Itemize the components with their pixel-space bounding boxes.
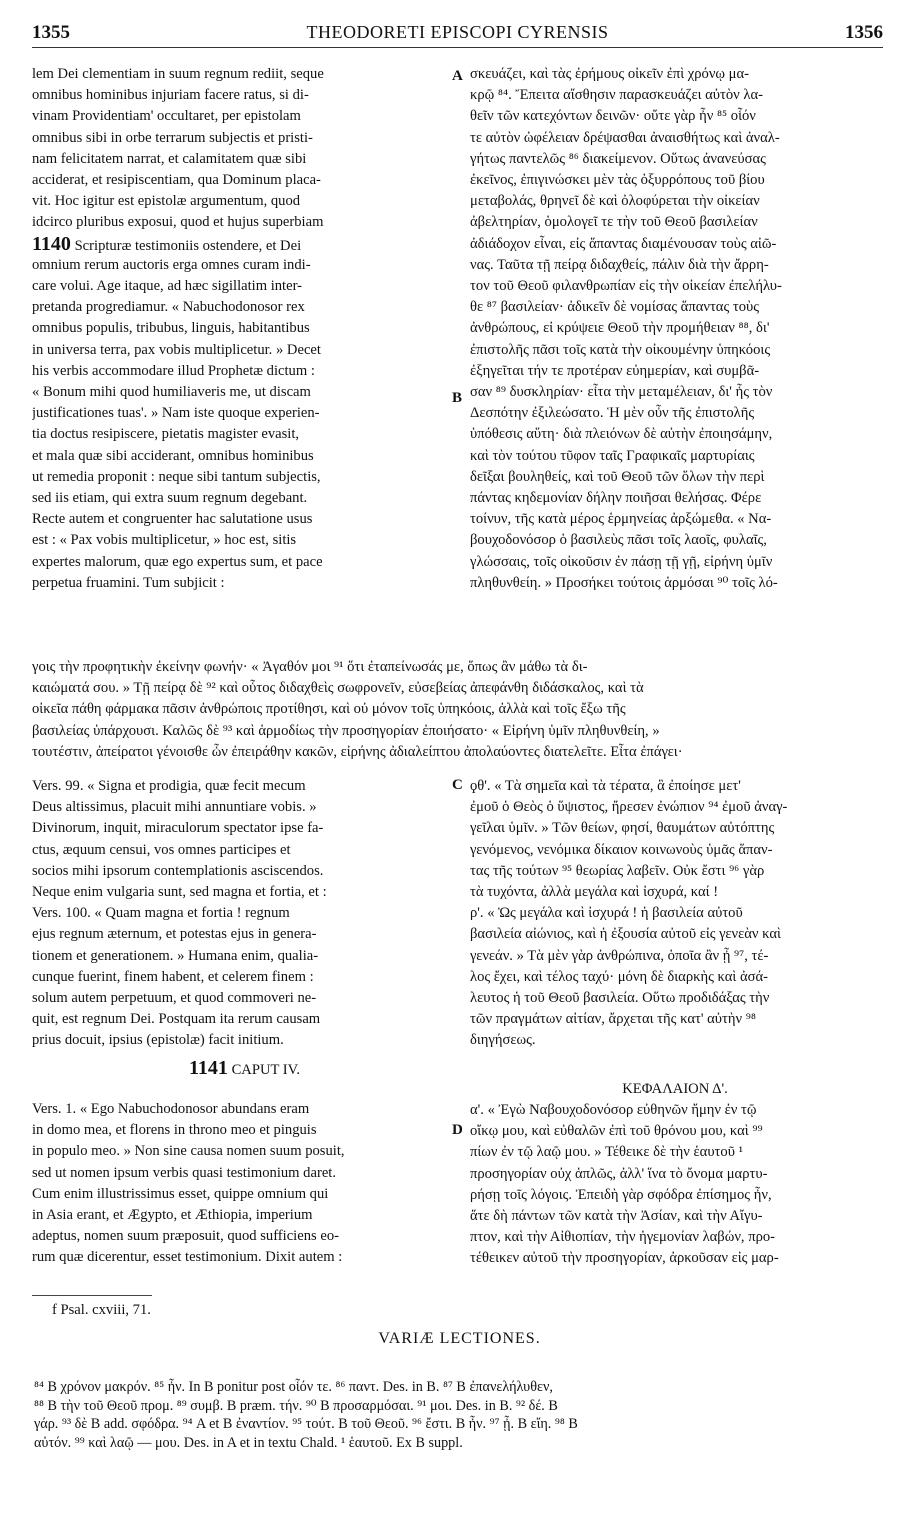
page-number-right: 1356	[845, 22, 883, 43]
text-line: οἴκῳ μου, καὶ εὐθαλῶν ἐπὶ τοῦ θρόνου μου, καὶ ⁹⁹	[470, 1123, 763, 1140]
text-line: βουχοδονόσορ ὁ βασιλεὺς πᾶσι τοῖς λαοῖς, φυλαῖς,	[470, 532, 767, 549]
text-line: his verbis accommodare illud Prophetæ dictum :	[32, 362, 315, 379]
full-width-block	[32, 657, 880, 763]
text-line: βασιλεία αἰώνιος, καὶ ἡ ἐξουσία αὐτοῦ εἰς γενεὰν καὶ	[470, 926, 781, 943]
text-line: ἐξηγεῖται τήν τε προτέραν εὐημερίαν, καὶ συμβᾶ-	[470, 362, 760, 379]
variae-lectiones	[34, 1378, 884, 1452]
text-line: τὰ τυχόντα, ἀλλὰ μεγάλα καὶ ἰσχυρά, καί !	[470, 884, 719, 901]
text-line: οἰκεῖα πάθη φάρμακα πᾶσιν ἀνθρώποις προτίθησι, καὶ οὐ μόνον τοῖς ὑπηκόοις, ἀλλὰ καὶ τοῖς ἔξω τῆς	[32, 701, 626, 718]
text-line: ἐκεῖνος, ἐπιγινώσκει μὲν τὰς ὀξυρρόπους τοῦ βίου	[470, 172, 765, 189]
text-line: acciderat, et resipiscentiam, qua Dominum placa-	[32, 172, 321, 189]
text-line: tionem et generationem. » Humana enim, qualia-	[32, 947, 319, 964]
text-line: tia doctus resipiscere, pietatis magister evasit,	[32, 426, 300, 443]
text-line: omnium rerum auctoris erga omnes curam indi-	[32, 256, 311, 273]
text-line: vit. Hoc igitur est epistolæ argumentum, quod	[32, 193, 301, 210]
text-line: γλώσσαις, τοῖς οἰκοῦσιν ἐν πάσῃ τῇ γῇ, εἰρήνη ὑμῖν	[470, 553, 773, 570]
text-line: σαν ⁸⁹ δυσκληρίαν· εἶτα τὴν μεταμέλειαν, δι' ἧς τὸν	[470, 384, 773, 401]
text-line: expertes malorum, quæ ego expertus sum, et pace	[32, 553, 323, 570]
text-line: θεῖν τῶν κατεχόντων δεινῶν· οὔτε γὰρ ἦν ⁸⁵ οἷόν	[470, 108, 756, 125]
text-line: σκευάζει, καὶ τὰς ἐρήμους οἰκεῖν ἐπὶ χρόνῳ μα-	[470, 66, 750, 82]
text-line: πληθυνθείη. » Προσήκει τούτοις ἁρμόσαι ⁹⁰ τοῖς λό-	[470, 574, 778, 591]
column-number-1140: 1140	[32, 233, 71, 255]
column-number-1141: 1141	[189, 1057, 228, 1079]
text-line: λευτος ἡ τοῦ Θεοῦ βασιλεία. Οὕτω προδιδάξας τὴν	[470, 990, 770, 1007]
text-line: quit, est regnum Dei. Postquam ita rerum causam	[32, 1011, 321, 1028]
variae-lectiones-title: VARIÆ LECTIONES.	[378, 1330, 541, 1347]
text-line: ἀβελτηρίαν, ὁμολογεῖ τε τὴν τοῦ Θεοῦ βασιλείαν	[470, 214, 758, 231]
text-line: Deus altissimus, placuit mihi annuntiare vobis. »	[32, 799, 317, 816]
text-line: ρήσῃ τοῖς λόγοις. Ἐπειδὴ γὰρ σφόδρα ἐπίσημος ἦν,	[470, 1186, 772, 1203]
text-line: sed ut nomen ipsum verbis quasi testimonium daret.	[32, 1164, 336, 1181]
text-line: in populo meo. » Non sine causa nomen suum posuit,	[32, 1143, 345, 1160]
text-line: πάντας κηδεμονίαν δήλην ποιῆσαι θελήσας. Φέρε	[470, 490, 762, 507]
text-line: θε ⁸⁷ βασιλείαν· ἀδικεῖν δὲ νομίσας ἅπαντας τοὺς	[470, 299, 760, 316]
text-line: solum autem perpetuum, et quod commoveri ne-	[32, 990, 317, 1007]
right-column-block-4	[470, 1100, 880, 1270]
text-line: τουτέστιν, ἀπείρατοι γένοισθε ὧν ἐπειράθην κακῶν, εἰρήνης ἀδιαλείπτου ἀπολαύοντες διατελεῖτε. Εἶτα ἐπάγει·	[32, 743, 683, 760]
running-title: THEODORETI EPISCOPI CYRENSIS	[306, 22, 609, 42]
text-line: est : « Pax vobis multiplicetur, » hoc est, sitis	[32, 532, 297, 549]
text-line: idcirco pluribus exposui, quod et hujus superbiam	[32, 214, 324, 231]
text-line: αὐτόν. ⁹⁹ καὶ λαῷ — μου. Des. in A et in textu Chald. ¹ ἑαυτοῦ. Ex B suppl.	[34, 1434, 463, 1451]
text-line: prius docuit, ipsius (epistolæ) facit initium.	[32, 1032, 284, 1049]
text-line: δεῖξαι βουληθείς, καὶ τοῦ Θεοῦ τῶν ὅλων τὴν περὶ	[470, 468, 765, 485]
text-line: sed iis etiam, qui extra suum regnum degebant.	[32, 490, 308, 507]
text-line: Scripturæ testimoniis ostendere, et Dei	[74, 237, 302, 254]
text-line: καιώματά σου. » Τῇ πείρᾳ δὲ ⁹² καὶ οὗτος διδαχθεὶς σωφρονεῖν, εὐσεβείας ἀπεφάνθη διδάσκαλος, καὶ τὰ	[32, 680, 644, 697]
text-line: τας τῆς τούτων ⁹⁵ θεωρίας λαβεῖν. Οὐκ ἔστι ⁹⁶ γὰρ	[470, 862, 765, 879]
text-line: πτον, καὶ τὴν Αἰθιοπίαν, τὴν ἡγεμονίαν λαβών, προ-	[470, 1229, 776, 1246]
text-line: in domo mea, et florens in throno meo et pinguis	[32, 1122, 317, 1139]
margin-marker-a: A	[452, 68, 463, 84]
text-line: ctus, æquum censui, vos omnes participes et	[32, 841, 291, 858]
text-line: γοις τὴν προφητικὴν ἐκείνην φωνήν· « Ἀγαθόν μοι ⁹¹ ὅτι ἐταπείνωσάς με, ὅπως ἂν μάθω τὰ δι-	[32, 659, 588, 675]
page-number-left: 1355	[32, 22, 70, 43]
margin-marker-b: B	[452, 390, 463, 406]
text-line: in Asia erant, et Ægypto, et Æthiopia, imperium	[32, 1207, 313, 1224]
left-column-block-4	[32, 1099, 457, 1269]
text-line: Vers. 1. « Ego Nabuchodonosor abundans eram	[32, 1101, 310, 1117]
text-line: nam felicitatem narrat, et calamitatem quæ sibi	[32, 150, 307, 167]
text-line: ἐπιστολῆς πᾶσι τοῖς κατὰ τὴν οἰκουμένην ὑπηκόοις	[470, 341, 771, 358]
footnote-rule	[32, 1295, 152, 1296]
text-line: Vers. 100. « Quam magna et fortia ! regnum	[32, 905, 290, 922]
text-line: ἐμοῦ ὁ Θεὸς ὁ ὕψιστος, ἤρεσεν ἐνώπιον ⁹⁴ ἐμοῦ ἀναγ-	[470, 799, 788, 816]
text-line: μεταβολάς, θρηνεῖ δὲ καὶ ὀλοφύρεται τὴν οἰκείαν	[470, 193, 760, 210]
text-line: λος ἔχει, καὶ τέλος ταχύ· μόνη δὲ διαρκὴς καὶ ἀσά-	[470, 968, 768, 985]
text-line: care volui. Age itaque, ad hæc sigillatim inter-	[32, 278, 303, 294]
text-line: γάρ. ⁹³ δὲ B add. σφόδρα. ⁹⁴ A et B ἐναντίον. ⁹⁵ τούτ. B τοῦ Θεοῦ. ⁹⁶ ἔστι. B ἦν. ⁹⁷ ᾖ. B εἴη. ⁹⁸ B	[34, 1416, 578, 1432]
text-line: γενεάν. » Τὰ μὲν γὰρ ἀνθρώπινα, ὁποῖα ἂν ᾖ ⁹⁷, τέ-	[470, 947, 769, 964]
margin-marker-c: C	[452, 777, 463, 793]
text-line: α'. « Ἐγὼ Ναβουχοδονόσορ εὐθηνῶν ἤμην ἐν τῷ	[470, 1102, 757, 1118]
left-column-block-2	[32, 255, 457, 594]
text-line: ϙθ'. « Τὰ σημεῖα καὶ τὰ τέρατα, ἃ ἐποίησε μετ'	[470, 778, 741, 794]
text-line: γεῖλαι ὑμῖν. » Τῶν θείων, φησί, θαυμάτων αὐτόπτης	[470, 820, 775, 837]
text-line: τέθεικεν αὐτοῦ τὴν προσηγορίαν, ἀρκοῦσαν εἰς μαρ-	[470, 1250, 779, 1267]
text-line: lem Dei clementiam in suum regnum rediit, seque	[32, 66, 324, 82]
text-line: ὑπόθεσις αὕτη· διὰ πλειόνων δὲ αὐτὴν ἐποιησάμην,	[470, 426, 773, 443]
text-line: διηγήσεως.	[470, 1032, 536, 1049]
footnote: f Psal. cxviii, 71.	[52, 1302, 151, 1318]
text-line: ρ'. « Ὡς μεγάλα καὶ ἰσχυρά ! ἡ βασιλεία αὐτοῦ	[470, 905, 743, 922]
kephalaion-title: ΚΕΦΑΛΑΙΟΝ Δ'.	[622, 1081, 728, 1097]
text-line: rum quæ dicerentur, esset testimonium. Dixit autem :	[32, 1249, 343, 1266]
text-line: κρῷ ⁸⁴. Ἔπειτα αἴσθησιν παρασκευάζει αὐτὸν λα-	[470, 87, 764, 104]
right-column-block-3	[470, 776, 880, 1052]
text-line: Cum enim illustrissimus esset, quippe omnium qui	[32, 1185, 329, 1202]
margin-marker-d: D	[452, 1122, 463, 1138]
text-line: γενόμενος, νενόμικα δίκαιον κοινωνοὺς ὑμᾶς ἅπαν-	[470, 841, 773, 858]
text-line: ejus regnum æternum, et potestas ejus in genera-	[32, 926, 317, 943]
caput-title: CAPUT IV.	[231, 1062, 300, 1078]
right-column-block-1	[470, 64, 880, 594]
text-line: προσηγορίαν οὐχ ἁπλῶς, ἀλλ' ἵνα τὸ ὄνομα μαρτυ-	[470, 1165, 768, 1182]
text-line: τοίνυν, τῆς κατὰ μέρος ἑρμηνείας ἀρξώμεθα. « Να-	[470, 511, 772, 528]
text-line: πίων ἐν τῷ λαῷ μου. » Τέθεικε δὲ τὴν ἑαυτοῦ ¹	[470, 1144, 743, 1161]
text-line: omnibus hominibus injuriam facere ratus, si di-	[32, 87, 309, 104]
text-line: τε αὐτὸν ὠφέλειαν δρέψασθαι ἀναισθήτως καὶ ἀναλ-	[470, 129, 780, 146]
left-column-block-1	[32, 64, 457, 234]
header-rule	[32, 47, 883, 48]
left-column-1140-line	[32, 234, 457, 257]
text-line: omnibus sibi in orbe terrarum subjectis et pristi-	[32, 129, 313, 146]
text-line: νας. Ταῦτα τῇ πείρᾳ διδαχθείς, πάλιν διὰ τὴν ἄρρη-	[470, 256, 769, 273]
text-line: τῶν πραγμάτων αἰτίαν, ἄρχεται τῆς κατ' αὐτὴν ⁹⁸	[470, 1011, 756, 1028]
text-line: adeptus, nomen suum præposuit, quod sufficiens eo-	[32, 1228, 339, 1245]
text-line: Δεσπότην ἐξιλεώσατο. Ἡ μὲν οὖν τῆς ἐπιστολῆς	[470, 405, 755, 422]
text-line: et mala quæ sibi acciderant, omnibus hominibus	[32, 447, 314, 464]
text-line: socios mihi ipsorum contemplationis asciscendos.	[32, 862, 324, 879]
text-line: perpetua fruamini. Tum subjicit :	[32, 574, 225, 591]
text-line: in universa terra, pax vobis multiplicetur. » Decet	[32, 341, 321, 358]
text-line: omnibus populis, tribubus, linguis, habitantibus	[32, 320, 310, 337]
text-line: ἀνθρώπους, εἰ κρύψειε Θεοῦ τὴν προμήθειαν ⁸⁸, δι'	[470, 320, 770, 337]
left-column-block-3	[32, 776, 457, 1052]
text-line: γήτως παντελῶς ⁸⁶ διακείμενον. Οὕτως ἀνανεύσας	[470, 150, 766, 167]
chapter-heading-greek	[470, 1079, 880, 1100]
text-line: cunque fuerint, finem habent, et celerem finem :	[32, 968, 314, 985]
text-line: ἅτε δὴ πάντων τῶν κατὰ τὴν Ἀσίαν, καὶ τὴν Αἴγυ-	[470, 1208, 763, 1225]
text-line: Vers. 99. « Signa et prodigia, quæ fecit mecum	[32, 778, 306, 794]
text-line: βασιλείας ὑπάρχουσι. Καλῶς δὲ ⁹³ καὶ ἁρμοδίως τὴν προσηγορίαν ἐποιήσατο· « Εἰρήνη ὑμῖν πληθυνθείη, »	[32, 722, 660, 739]
text-line: ἀδιάδοχον εἶναι, εἰς ἅπαντας διαμένουσαν τοὺς αἰῶ-	[470, 235, 777, 252]
text-line: Recte autem et congruenter hac salutatione usus	[32, 511, 313, 528]
text-line: καὶ τὸν τούτου τῦφον ταῖς Γραφικαῖς μαρτυρίαις	[470, 447, 755, 464]
running-header	[32, 22, 883, 48]
text-line: ⁸⁴ B χρόνον μακρόν. ⁸⁵ ἦν. In B ponitur post οἷόν τε. ⁸⁶ παντ. Des. in B. ⁸⁷ B ἐπανελήλυθεν,	[34, 1379, 553, 1395]
text-line: Neque enim vulgaria sunt, sed magna et fortia, et :	[32, 884, 327, 901]
text-line: justificationes tuas'. » Nam iste quoque experien-	[32, 405, 320, 422]
text-line: vinam Providentiam' occultaret, per epistolam	[32, 108, 301, 125]
text-line: τον τοῦ Θεοῦ φιλανθρωπίαν εἰς τὴν οἰκείαν ἐπελήλυ-	[470, 278, 782, 295]
text-line: ⁸⁸ B τὴν τοῦ Θεοῦ προμ. ⁸⁹ συμβ. B præm. τήν. ⁹⁰ B προσαρμόσαι. ⁹¹ μοι. Des. in B. ⁹² δέ. B	[34, 1397, 558, 1414]
text-line: Divinorum, inquit, miraculorum spectator ipse fa-	[32, 820, 324, 837]
text-line: « Bonum mihi quod humiliaveris me, ut discam	[32, 384, 311, 401]
chapter-heading-latin	[32, 1055, 457, 1083]
text-line: pretanda progrediamur. « Nabuchodonosor rex	[32, 299, 305, 316]
text-line: ut remedia proponit : neque sibi tantum subjectis,	[32, 468, 321, 485]
